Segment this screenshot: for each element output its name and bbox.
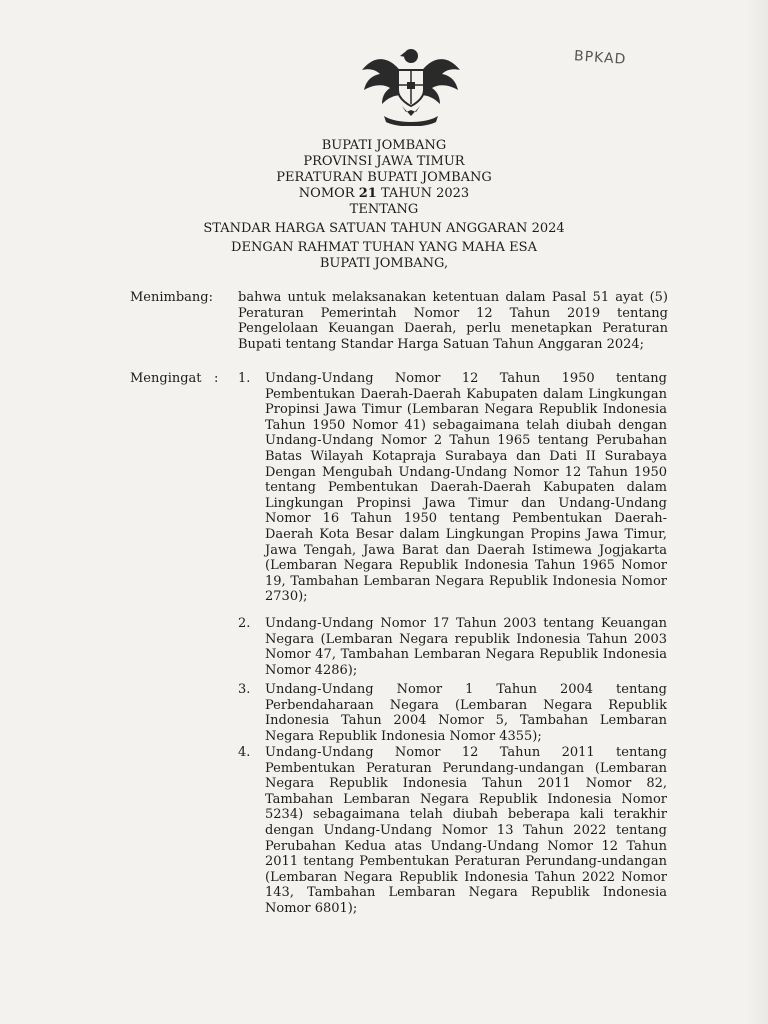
item-number: 3. — [238, 682, 251, 697]
item-text: Undang-Undang Nomor 12 Tahun 1950 tentang Pembentukan Daerah-Daerah Kabupaten dalam Lingkungan Propinsi Jawa Timur (Lembaran Negara Republik Indonesia Tahun 1950 Nomor 41) sebagaimana telah diubah dengan Undang-Undang Nomor 2 Tahun 1965 tentang Perubahan Batas Wilayah Kotapraja Surabaya dan Dati II Surabaya Dengan Mengubah Undang-Undang Nomor 12 Tahun 1950 tentang Pembentukan Daerah-Daerah Kabupaten dalam Lingkungan Propinsi Jawa Timur dan Undang-Undang Nomor 16 Tahun 1950 tentang Pembentukan Daerah-Daerah Kota Besar dalam Lingkungan Propins Jawa Timur, Jawa Tengah, Jawa Barat dan Daerah Istimewa Jogjakarta (Lembaran Negara Republik Indonesia Tahun 1965 Nomor 19, Tambahan Lembaran Negara Republik Indonesia Nomor 2730); — [265, 371, 667, 605]
scan-edge-shadow — [745, 0, 768, 1024]
header-provinsi: PROVINSI JAWA TIMUR — [303, 154, 465, 169]
item-number: 4. — [238, 745, 251, 760]
document-header — [0, 138, 768, 272]
header-bupati-closing: BUPATI JOMBANG, — [319, 256, 449, 271]
item-text: Undang-Undang Nomor 1 Tahun 2004 tentang Perbendaharaan Negara (Lembaran Negara Republik Indonesia Tahun 2004 Nomor 5, Tambahan Lembaran Negara Republik Indonesia Nomor 4355); — [265, 682, 667, 744]
header-nomor — [0, 186, 768, 202]
item-number: 2. — [238, 616, 251, 631]
header-bupati: BUPATI JOMBANG — [321, 138, 447, 153]
mengingat-colon: : — [214, 371, 219, 386]
nomor-tahun: TAHUN 2023 — [380, 186, 470, 201]
item-number: 1. — [238, 371, 251, 386]
item-text: Undang-Undang Nomor 17 Tahun 2003 tentang Keuangan Negara (Lembaran Negara republik Indonesia Tahun 2003 Nomor 47, Tambahan Lembaran Negara Republik Indonesia Nomor 4286); — [265, 616, 667, 678]
header-peraturan: PERATURAN BUPATI JOMBANG — [276, 170, 492, 185]
header-rahmat: DENGAN RAHMAT TUHAN YANG MAHA ESA — [231, 240, 537, 255]
handwritten-note: BPKAD — [573, 48, 627, 68]
nomor-value: 21 — [358, 186, 377, 201]
menimbang-text: bahwa untuk melaksanakan ketentuan dalam Pasal 51 ayat (5) Peraturan Pemerintah Nomor 12 Tahun 2019 tentang Pengelolaan Keuangan Daerah, perlu menetapkan Peraturan Bupati tentang Standar Harga Satuan Tahun Anggaran 2024; — [238, 290, 668, 352]
garuda-emblem-icon — [356, 40, 466, 126]
item-text: Undang-Undang Nomor 12 Tahun 2011 tentang Pembentukan Peraturan Perundang-undangan (Lembaran Negara Republik Indonesia Tahun 2011 Nomor 82, Tambahan Lembaran Negara Republik Indonesia Nomor 5234) sebagaimana telah diubah beberapa kali terakhir dengan Undang-Undang Nomor 13 Tahun 2022 tentang Perubahan Kedua atas Undang-Undang Nomor 12 Tahun 2011 tentang Pembentukan Peraturan Perundang-undangan (Lembaran Negara Republik Indonesia Tahun 2022 Nomor 143, Tambahan Lembaran Negara Republik Indonesia Nomor 6801); — [265, 745, 667, 916]
header-tentang: TENTANG — [349, 202, 419, 217]
header-subject: STANDAR HARGA SATUAN TAHUN ANGGARAN 2024 — [203, 221, 565, 236]
nomor-prefix: NOMOR — [298, 186, 355, 201]
menimbang-label: Menimbang: — [130, 290, 214, 305]
mengingat-label: Mengingat — [130, 371, 202, 386]
